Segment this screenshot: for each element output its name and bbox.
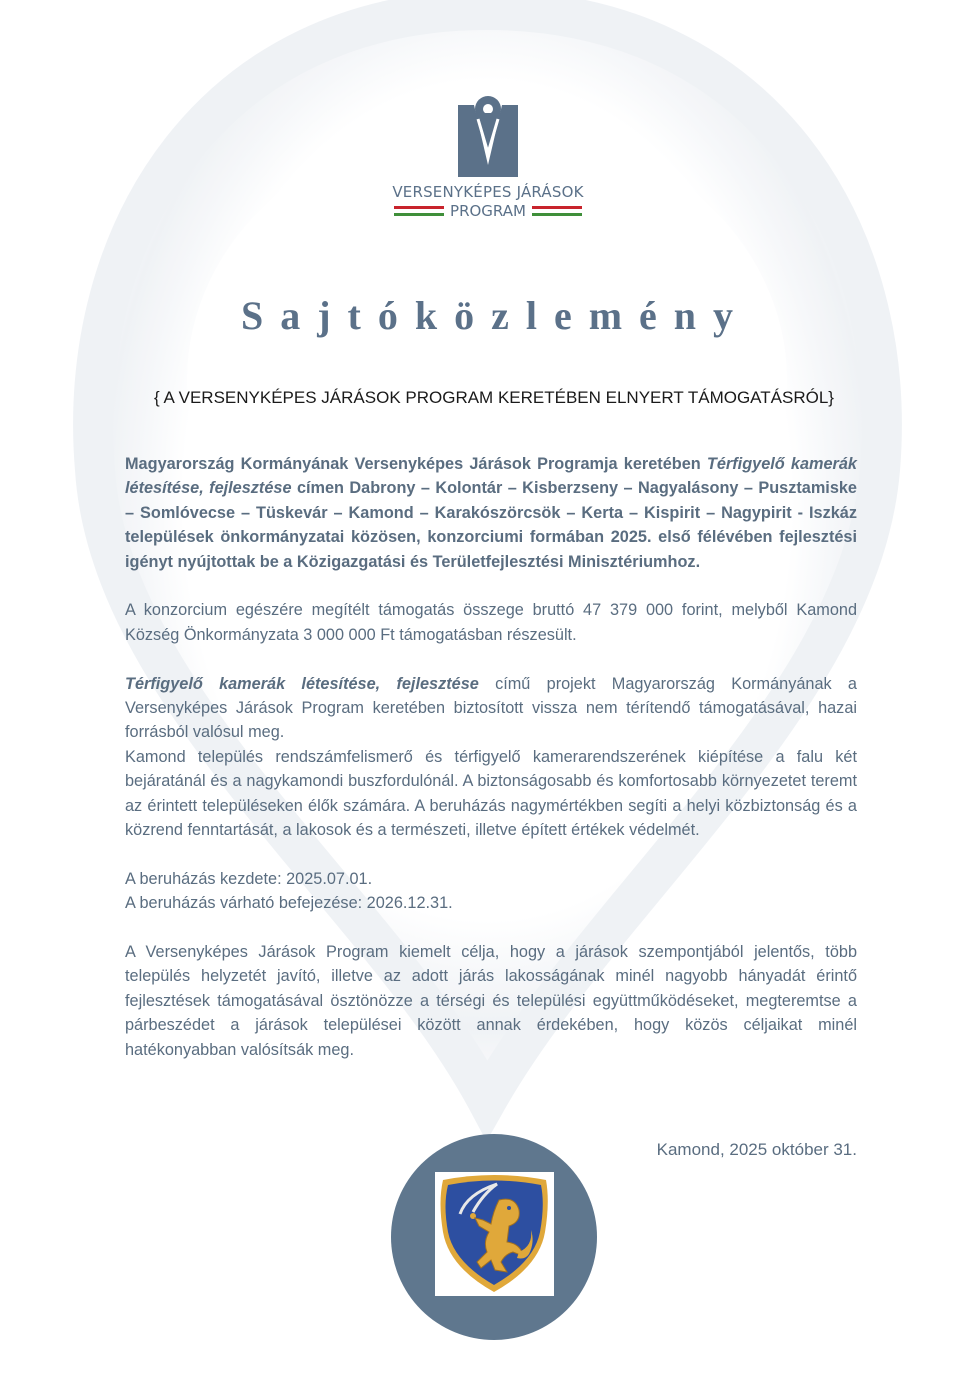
paragraph-project <box>125 672 857 745</box>
intro-text-a: Magyarország Kormányának Versenyképes Járások Programja keretében <box>125 455 707 473</box>
place-date-signoff: Kamond, 2025 október 31. <box>656 1140 857 1159</box>
flag-stripes-left <box>394 206 444 217</box>
page-title: Sajtóközlemény <box>240 293 751 338</box>
map-pin-v-icon <box>458 95 518 177</box>
paragraph-intro <box>125 452 857 574</box>
project-text: című projekt Magyarország Kormányának a Versenyképes Járások Program keretében biztosított vissza nem térítendő támogatásával, hazai forrásból valósul meg. <box>125 674 857 742</box>
coat-of-arms-lion-icon <box>435 1172 554 1296</box>
logo-text-line1: VERSENYKÉPES JÁRÁSOK <box>392 183 584 201</box>
paragraph-kamond: Kamond település rendszámfelismerő és térfigyelő kamerarendszerének kiépítése a falu két bejáratánál és a nagykamondi buszfordulónál. A biztonságosabb és komfortosabb környezetet teremt az érintett településeken élők számára. A beruházás nagymértékben segíti a helyi közbiztonság és a közrend fenntartását, a lakosok és a természeti, illetve épített értékek védelmét. <box>125 747 857 840</box>
paragraph-funding: A konzorcium egészére megítélt támogatás összege bruttó 47 379 000 forint, melyből Kamond Község Önkormányzata 3 000 000 Ft támogatásban részesült. <box>125 601 857 644</box>
project-title-bold-italic: Térfigyelő kamerák létesítése, fejlesztése <box>125 674 479 693</box>
intro-text-b: címen Dabrony – Kolontár – Kisberzseny – Nagyalásony – Pusztamiske – Somlóvecse – Tüskevár – Kamond – Karakószörcsök – Kerta – Kispirit – Nagypirit - Iszkáz települések önkormányzatai közösen, konzorciumi formában 2025. első félévében fejlesztési igényt nyújtottak be a Közigazgatási és Területfejlesztési Minisztériumhoz. <box>125 479 857 571</box>
end-date: A beruházás várható befejezése: 2026.12.31. <box>125 894 453 913</box>
paragraph-goal: A Versenyképes Járások Program kiemelt célja, hogy a járások szempontjából jelentős, több település helyzetét javító, illetve az adott járás lakosságának minél nagyobb hányadát érintő fejlesztések támogatásával ösztönözze a térségi és települési együttműködéseket, megteremtse a párbeszédet a járások települései között annak érdekében, hogy közös céljaikat minél hatékonyabban valósítsák meg. <box>125 943 857 1059</box>
village-crest <box>435 1172 554 1296</box>
start-date: A beruházás kezdete: 2025.07.01. <box>125 869 373 888</box>
page-subtitle: { A VERSENYKÉPES JÁRÁSOK PROGRAM KERETÉBEN ELNYERT TÁMOGATÁSRÓL} <box>154 388 834 407</box>
project-title-italic: Térfigyelő kamerák létesítése, fejlesztése <box>125 455 857 498</box>
article-body <box>125 452 857 1086</box>
program-logo <box>388 95 588 220</box>
flag-stripes-right <box>532 206 582 217</box>
logo-text-line2: PROGRAM <box>450 202 526 220</box>
